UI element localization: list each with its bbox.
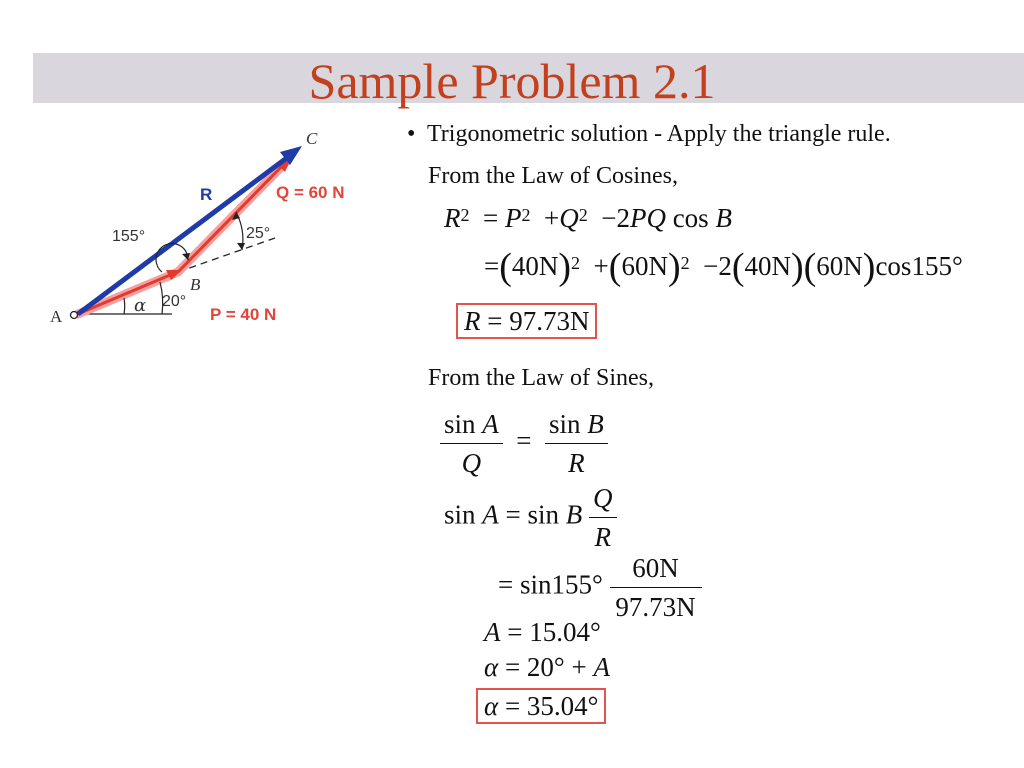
bullet-dot: • xyxy=(407,121,416,147)
alpha-expression: α = 20° + A xyxy=(484,652,610,682)
angle-alpha-arc xyxy=(124,298,125,314)
A-result: A = 15.04° xyxy=(484,617,601,647)
slide-title: Sample Problem 2.1 xyxy=(308,53,716,109)
fraction-sinA-Q: $\frac{\text{sin A}}{Q}$ xyxy=(440,408,503,479)
label-angle-25: 25° xyxy=(246,225,271,242)
label-c: C xyxy=(306,129,318,148)
r-result-box: R = 97.73N xyxy=(456,303,597,339)
angle-25-arrowhead-bottom xyxy=(237,243,245,250)
q-vector xyxy=(178,164,284,272)
label-r: R xyxy=(200,185,213,204)
fraction-sinB-R: $\frac{\text{sin B}}{R}$ xyxy=(545,408,608,479)
label-b: B xyxy=(190,275,201,294)
label-angle-alpha: α xyxy=(134,295,147,316)
label-a: A xyxy=(50,307,63,326)
bullet-line xyxy=(407,120,891,148)
sinA-expression: sin A = sin B $\frac{Q}{R}$ xyxy=(444,482,617,553)
cosines-substitution: $=(40N)^2 +(60N)^2 -2(40N)(60N)\cos 155^\circ$ xyxy=(484,246,963,288)
label-q: Q = 60 N xyxy=(276,183,345,202)
cosines-intro: From the Law of Cosines, xyxy=(428,163,678,189)
cosines-equation: $R^2 = P^2 +Q^2 -2PQ$ cos B xyxy=(444,203,732,233)
vector-diagram xyxy=(40,120,380,340)
sines-intro: From the Law of Sines, xyxy=(428,365,654,391)
sines-ratio: $\frac{\text{sin A}}{Q}$ = $\frac{\text{sin B}}{R}$ xyxy=(440,408,608,479)
label-p: P = 40 N xyxy=(210,305,277,324)
fraction-Q-R: $\frac{Q}{R}$ xyxy=(589,482,617,553)
label-angle-155: 155° xyxy=(112,228,146,245)
fraction-60-97: $\frac{60N}{97.73N}$ xyxy=(610,552,702,623)
point-a-marker xyxy=(71,312,78,319)
sinA-substitution: = sin155° $\frac{60N}{97.73N}$ xyxy=(498,552,702,623)
label-angle-20: 20° xyxy=(162,293,187,310)
alpha-result-box: α = 35.04° xyxy=(476,688,606,724)
bullet-text: Trigonometric solution - Apply the triangle rule. xyxy=(426,121,891,147)
